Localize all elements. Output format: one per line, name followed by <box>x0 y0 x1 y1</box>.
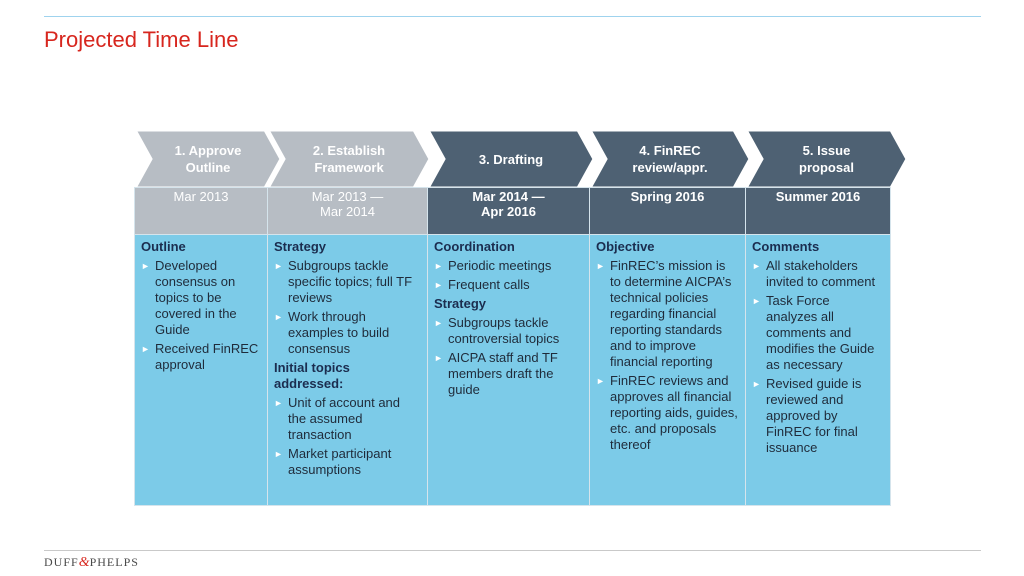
bullet-list <box>434 315 583 398</box>
bullet-list <box>434 258 583 293</box>
arrow-bullet-icon: ► <box>752 261 761 271</box>
phase-label-4: 4. FinREC review/appr. <box>632 143 708 175</box>
arrow-bullet-icon: ► <box>141 344 150 354</box>
bullet-item <box>596 373 739 453</box>
bullet-text: Task Force analyzes all comments and modifies the Guide as necessary <box>766 293 875 372</box>
company-logo <box>44 555 139 571</box>
date-cell-2: Mar 2013 — Mar 2014 <box>268 188 428 235</box>
bullet-item <box>752 293 884 373</box>
bullet-text: Revised guide is reviewed and approved by FinREC for final issuance <box>766 376 862 455</box>
bullet-item <box>596 258 739 370</box>
bullet-list <box>596 258 739 453</box>
bullet-list <box>274 395 421 478</box>
bullet-text: All stakeholders invited to comment <box>766 258 876 289</box>
section-heading: Outline <box>141 239 186 254</box>
arrow-bullet-icon: ► <box>434 280 443 290</box>
bullet-item <box>752 376 884 456</box>
phase-label-3: 3. Drafting <box>478 151 544 167</box>
section-heading: Strategy <box>434 296 487 311</box>
arrow-bullet-icon: ► <box>596 376 605 386</box>
date-cell-1: Mar 2013 <box>135 188 268 235</box>
bullet-item <box>274 309 421 357</box>
details-row <box>135 235 891 506</box>
bullet-item <box>141 258 261 338</box>
bullet-text: Received FinREC approval <box>155 341 259 372</box>
arrow-bullet-icon: ► <box>596 261 605 271</box>
bullet-text: AICPA staff and TF members draft the guide <box>448 350 558 397</box>
arrow-bullet-icon: ► <box>274 449 283 459</box>
bullet-item <box>752 258 884 290</box>
phase-label-5: 5. Issue proposal <box>799 143 854 175</box>
arrow-bullet-icon: ► <box>274 312 283 322</box>
bullet-text: Developed consensus on topics to be covered in the Guide <box>155 258 237 337</box>
section-heading: Comments <box>752 239 820 254</box>
date-cell-4: Spring 2016 <box>590 188 746 235</box>
bullet-text: Market participant assumptions <box>288 446 392 477</box>
date-header-row <box>135 188 891 235</box>
bullet-text: Frequent calls <box>448 277 530 292</box>
bullet-text: Work through examples to build consensus <box>288 309 390 356</box>
arrow-bullet-icon: ► <box>752 296 761 306</box>
detail-cell-3 <box>428 235 590 506</box>
arrow-bullet-icon: ► <box>752 379 761 389</box>
bullet-item <box>434 277 583 293</box>
phase-label-2: 2. Establish Framework <box>312 143 386 175</box>
arrow-bullet-icon: ► <box>274 398 283 408</box>
bullet-text: Periodic meetings <box>448 258 552 273</box>
logo-ampersand: & <box>78 555 90 570</box>
bullet-text: Subgroups tackle controversial topics <box>448 315 560 346</box>
arrow-bullet-icon: ► <box>434 353 443 363</box>
arrow-bullet-icon: ► <box>274 261 283 271</box>
page-title: Projected Time Line <box>44 27 239 52</box>
bullet-item <box>434 350 583 398</box>
arrow-bullet-icon: ► <box>434 318 443 328</box>
bullet-list <box>752 258 884 456</box>
bullet-item <box>274 258 421 306</box>
section-heading: Initial topics addressed: <box>274 360 350 391</box>
bullet-item <box>434 258 583 274</box>
bottom-divider <box>44 550 981 551</box>
detail-cell-5 <box>746 235 891 506</box>
logo-text-left: DUFF <box>44 555 79 569</box>
section-heading: Coordination <box>434 239 515 254</box>
bullet-item <box>141 341 261 373</box>
bullet-text: Subgroups tackle specific topics; full TF reviews <box>288 258 413 305</box>
bullet-list <box>141 258 261 373</box>
detail-cell-2 <box>268 235 428 506</box>
arrow-bullet-icon: ► <box>434 261 443 271</box>
bullet-text: Unit of account and the assumed transaction <box>288 395 401 442</box>
section-heading: Strategy <box>274 239 327 254</box>
phase-label-1: 1. Approve Outline <box>174 143 242 175</box>
detail-cell-1 <box>135 235 268 506</box>
top-divider <box>44 16 981 17</box>
bullet-item <box>274 395 421 443</box>
logo-text-right: PHELPS <box>89 555 139 569</box>
date-cell-5: Summer 2016 <box>746 188 891 235</box>
section-heading: Objective <box>596 239 655 254</box>
detail-cell-4 <box>590 235 746 506</box>
bullet-item <box>274 446 421 478</box>
bullet-list <box>274 258 421 357</box>
bullet-item <box>434 315 583 347</box>
arrow-bullet-icon: ► <box>141 261 150 271</box>
bullet-text: FinREC reviews and approves all financial reporting aids, guides, etc. and proposals thereof <box>610 373 738 452</box>
bullet-text: FinREC’s mission is to determine AICPA’s technical policies regarding financial reporting standards and to improve financial reporting <box>610 258 732 369</box>
date-cell-3: Mar 2014 — Apr 2016 <box>428 188 590 235</box>
timeline-table <box>134 187 891 506</box>
